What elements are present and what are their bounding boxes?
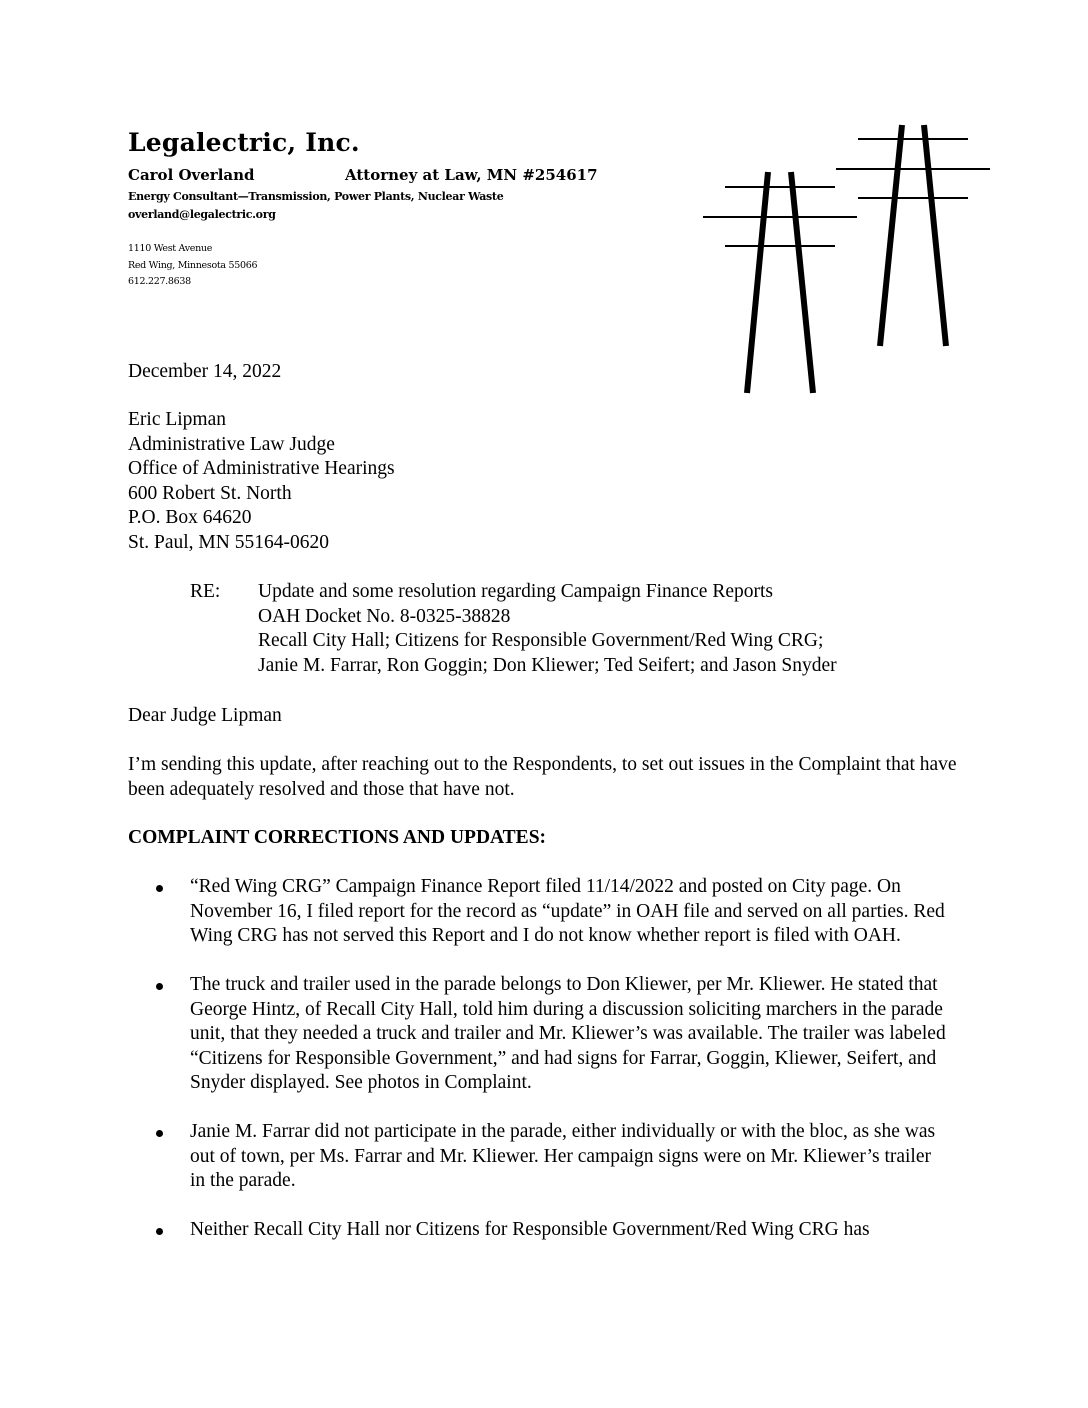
recipient-line: Office of Administrative Hearings [128, 458, 395, 479]
bullet-icon [156, 885, 163, 892]
intro-paragraph: I’m sending this update, after reaching out to the Respondents, to set out issues in the Complaint that have been adequately resolved and those that have not. [128, 754, 957, 800]
bullet-list [128, 875, 958, 1267]
bullet-text: Janie M. Farrar did not participate in the parade, either individually or with the bloc, as she was out of town, per Ms. Farrar and Mr. Kliewer. Her campaign signs were on Mr. Kliewer’s trailer in the parade. [190, 1121, 936, 1191]
letterhead-address [128, 241, 257, 291]
letterhead-company: Legalectric, Inc. [128, 128, 360, 157]
re-line: Update and some resolution regarding Campaign Finance Reports [258, 581, 773, 602]
section-heading: COMPLAINT CORRECTIONS AND UPDATES: [128, 827, 547, 848]
recipient-line: Administrative Law Judge [128, 433, 335, 455]
left-tower [703, 172, 857, 393]
recipient-address [128, 408, 395, 555]
recipient-line: Eric Lipman [128, 409, 227, 430]
letter-date: December 14, 2022 [128, 361, 282, 382]
bullet-icon [156, 1130, 163, 1137]
bullet-text: “Red Wing CRG” Campaign Finance Report filed 11/14/2022 and posted on City page. On November 16, I filed report for the record as “update” in OAH file and served on all parties. Red Wing CRG has not served this Report and I do not know whether report is filed with OAH. [190, 876, 945, 946]
bullet-text: Neither Recall City Hall nor Citizens for Responsible Government/Red Wing CRG has [190, 1219, 870, 1240]
recipient-line: 600 Robert St. North [128, 482, 292, 504]
letterhead-consultant: Energy Consultant—Transmission, Power Plants, Nuclear Waste [128, 190, 504, 203]
letterhead-email: overland@legalectric.org [128, 208, 276, 221]
bullet-icon [156, 983, 163, 990]
right-tower [836, 125, 990, 346]
re-line: Recall City Hall; Citizens for Responsible Government/Red Wing CRG; [258, 630, 824, 651]
address-line: Red Wing, Minnesota 55066 [128, 259, 258, 271]
bullet-item [128, 1120, 958, 1194]
letterhead-title: Attorney at Law, MN #254617 [345, 166, 598, 184]
recipient-line: P.O. Box 64620 [128, 507, 252, 528]
bullet-icon [156, 1228, 163, 1235]
salutation: Dear Judge Lipman [128, 705, 282, 726]
re-lines [258, 580, 1018, 678]
re-label: RE: [190, 581, 221, 602]
recipient-line: St. Paul, MN 55164-0620 [128, 531, 329, 553]
bullet-item [128, 1218, 958, 1243]
bullet-text: The truck and trailer used in the parade belongs to Don Kliewer, per Mr. Kliewer. He stated that George Hintz, of Recall City Hall, told him during a discussion soliciting marchers in the parade unit, that they needed a truck and trailer and Mr. Kliewer’s was available. The trailer was labeled “Citizens for Responsible Government,” and had signs for Farrar, Goggin, Kliewer, Seifert, and Snyder displayed. See photos in Complaint. [190, 974, 946, 1093]
letterhead-name: Carol Overland [128, 166, 255, 184]
bullet-item [128, 875, 958, 949]
bullet-item [128, 973, 958, 1096]
address-line: 612.227.8638 [128, 276, 191, 287]
re-line: OAH Docket No. 8-0325-38828 [258, 605, 511, 627]
transmission-towers-icon [690, 110, 1010, 410]
address-line: 1110 West Avenue [128, 243, 213, 254]
re-line: Janie M. Farrar, Ron Goggin; Don Kliewer; Ted Seifert; and Jason Snyder [258, 654, 837, 676]
